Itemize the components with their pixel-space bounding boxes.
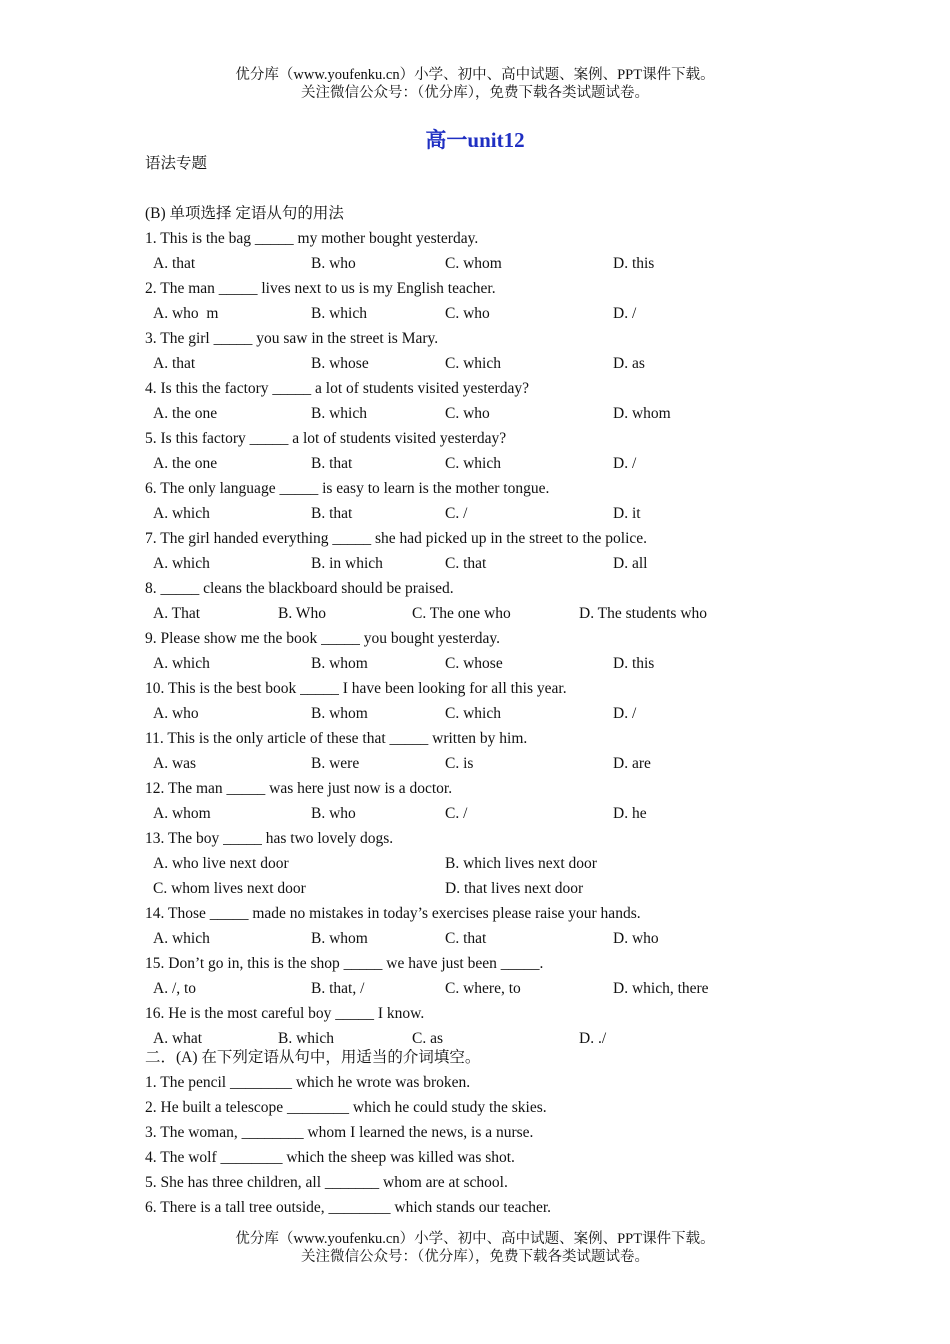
fill-blank-item: 2. He built a telescope ________ which he could study the skies.: [145, 1099, 547, 1116]
section-b-heading: (B) 单项选择 定语从句的用法: [145, 205, 344, 222]
question-stem: 7. The girl handed everything _____ she had picked up in the street to the police.: [145, 530, 648, 547]
answer-option: B. Who: [278, 605, 326, 622]
answer-option: D. all: [613, 555, 648, 572]
answer-option: B. which: [311, 405, 367, 422]
option-row: [145, 851, 845, 876]
answer-option: C. which: [445, 705, 501, 722]
answer-option: C. which: [445, 455, 501, 472]
footer-line-1: 优分库（www.youfenku.cn）小学、初中、高中试题、案例、PPT课件下载。: [235, 1231, 715, 1247]
answer-option: D. /: [613, 705, 637, 722]
option-row: [145, 651, 845, 676]
option-row: [145, 751, 845, 776]
answer-option: B. in which: [311, 555, 383, 572]
question-stem: 1. This is the bag _____ my mother bought yesterday.: [145, 230, 479, 247]
question-stem: 14. Those _____ made no mistakes in today’s exercises please raise your hands.: [145, 905, 641, 922]
option-row: [145, 451, 845, 476]
answer-option: C. that: [445, 930, 487, 947]
answer-option: A. the one: [153, 405, 218, 422]
question-stem: 5. Is this factory _____ a lot of students visited yesterday?: [145, 430, 507, 447]
answer-option: C. /: [445, 805, 468, 822]
answer-option: C. who: [445, 305, 490, 322]
answer-option: A. the one: [153, 455, 218, 472]
question-stem: 11. This is the only article of these that _____ written by him.: [145, 730, 528, 747]
fill-blank-item: 4. The wolf ________ which the sheep was killed was shot.: [145, 1149, 515, 1166]
question-stem: 3. The girl _____ you saw in the street is Mary.: [145, 330, 439, 347]
fill-blank-item: 6. There is a tall tree outside, ________ which stands our teacher.: [145, 1199, 552, 1216]
question-stem: 8. _____ cleans the blackboard should be praised.: [145, 580, 454, 597]
option-row: [145, 701, 845, 726]
answer-option: C. which: [445, 355, 501, 372]
answer-option: B. which lives next door: [445, 855, 597, 872]
answer-option: A. That: [153, 605, 201, 622]
option-row: [145, 876, 845, 901]
answer-option: B. whom: [311, 705, 368, 722]
answer-option: B. whose: [311, 355, 369, 372]
answer-option: B. that, /: [311, 980, 365, 997]
answer-option: D. /: [613, 305, 637, 322]
question-stem: 4. Is this the factory _____ a lot of students visited yesterday?: [145, 380, 529, 397]
answer-option: A. which: [153, 505, 210, 522]
answer-option: D. whom: [613, 405, 671, 422]
option-row: [145, 351, 845, 376]
answer-option: C. that: [445, 555, 487, 572]
answer-option: D. this: [613, 255, 655, 272]
footer-line-2: 关注微信公众号：（优分库），免费下载各类试题试卷。: [301, 1249, 649, 1265]
answer-option: D. which, there: [613, 980, 709, 997]
answer-option: B. which: [278, 1030, 334, 1047]
page-header: [0, 66, 950, 102]
answer-option: B. that: [311, 505, 353, 522]
answer-option: A. which: [153, 930, 210, 947]
answer-option: A. whom: [153, 805, 211, 822]
answer-option: C. The one who: [412, 605, 511, 622]
answer-option: D. who: [613, 930, 659, 947]
option-row: [145, 301, 845, 326]
question-stem: 2. The man _____ lives next to us is my English teacher.: [145, 280, 496, 297]
question-stem: 12. The man _____ was here just now is a doctor.: [145, 780, 453, 797]
question-stem: 6. The only language _____ is easy to learn is the mother tongue.: [145, 480, 550, 497]
header-line-1: 优分库（www.youfenku.cn）小学、初中、高中试题、案例、PPT课件下载。: [235, 67, 715, 83]
option-row: [145, 401, 845, 426]
answer-option: D. it: [613, 505, 641, 522]
answer-option: D. ./: [579, 1030, 607, 1047]
answer-option: C. whose: [445, 655, 503, 672]
answer-option: C. where, to: [445, 980, 521, 997]
answer-option: C. whom lives next door: [153, 880, 306, 897]
answer-option: A. who live next door: [153, 855, 289, 872]
answer-option: B. were: [311, 755, 360, 772]
document-title: 高一unit12: [425, 128, 525, 152]
option-row: [145, 601, 845, 626]
answer-option: C. as: [412, 1030, 443, 1047]
answer-option: B. which: [311, 305, 367, 322]
answer-option: B. that: [311, 455, 353, 472]
answer-option: A. that: [153, 255, 196, 272]
option-row: [145, 501, 845, 526]
fill-blank-item: 1. The pencil ________ which he wrote was broken.: [145, 1074, 471, 1091]
answer-option: B. whom: [311, 930, 368, 947]
answer-option: B. who: [311, 255, 356, 272]
part-two: [145, 1045, 845, 1220]
answer-option: C. /: [445, 505, 468, 522]
page-footer: [0, 1230, 950, 1266]
fill-blank-item: 3. The woman, ________ whom I learned the news, is a nurse.: [145, 1124, 534, 1141]
answer-option: A. what: [153, 1030, 203, 1047]
answer-option: A. who: [153, 705, 199, 722]
option-row: [145, 976, 845, 1001]
answer-option: D. this: [613, 655, 655, 672]
answer-option: D. are: [613, 755, 651, 772]
question-stem: 13. The boy _____ has two lovely dogs.: [145, 830, 394, 847]
answer-option: D. as: [613, 355, 645, 372]
answer-option: C. who: [445, 405, 490, 422]
answer-option: D. that lives next door: [445, 880, 584, 897]
fill-blank-item: 5. She has three children, all _______ whom are at school.: [145, 1174, 508, 1191]
question-stem: 10. This is the best book _____ I have been looking for all this year.: [145, 680, 567, 697]
question-stem: 15. Don’t go in, this is the shop _____ we have just been _____.: [145, 955, 544, 972]
question-stem: 9. Please show me the book _____ you bought yesterday.: [145, 630, 501, 647]
answer-option: B. whom: [311, 655, 368, 672]
option-row: [145, 551, 845, 576]
answer-option: A. that: [153, 355, 196, 372]
answer-option: C. is: [445, 755, 474, 772]
answer-option: C. whom: [445, 255, 502, 272]
answer-option: A. which: [153, 655, 210, 672]
option-row: [145, 926, 845, 951]
answer-option: D. /: [613, 455, 637, 472]
question-list: [145, 226, 845, 1051]
subtitle: 语法专题: [145, 155, 208, 172]
answer-option: D. The students who: [579, 605, 708, 622]
answer-option: A. /, to: [153, 980, 197, 997]
option-row: [145, 801, 845, 826]
answer-option: A. which: [153, 555, 210, 572]
answer-option: A. was: [153, 755, 197, 772]
part-two-heading: 二．(A) 在下列定语从句中，用适当的介词填空。: [145, 1049, 481, 1066]
header-line-2: 关注微信公众号：（优分库），免费下载各类试题试卷。: [301, 85, 649, 101]
option-row: [145, 251, 845, 276]
question-stem: 16. He is the most careful boy _____ I know.: [145, 1005, 425, 1022]
answer-option: B. who: [311, 805, 356, 822]
answer-option: D. he: [613, 805, 647, 822]
answer-option: A. who m: [153, 305, 219, 322]
